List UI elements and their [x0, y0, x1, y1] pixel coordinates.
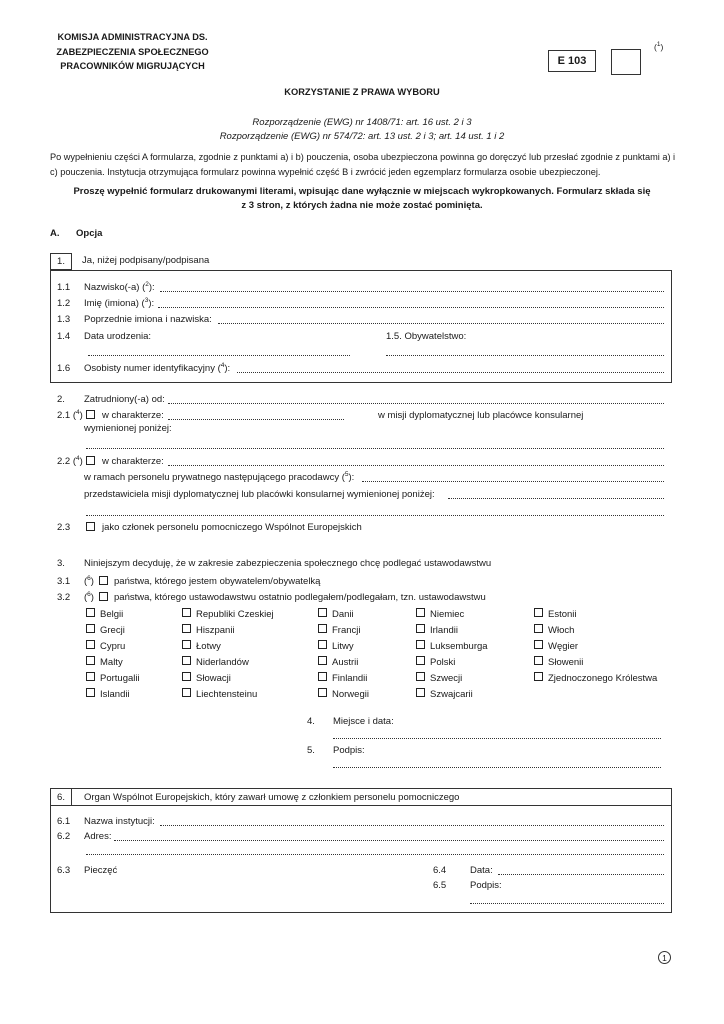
address-field[interactable]	[114, 840, 664, 841]
f21-checkbox[interactable]	[86, 410, 95, 419]
instructions: Po wypełnieniu części A formularza, zgodnie z punktami a) i b) pouczenia, osoba ubezpieczona powinna go doręczyć lub przesłać zgodnie z punktami a) i c) pouczenia. Instytucja otrzymująca formularz powinna wypełnić część B i zwrócić jeden egzemplarz formularza osobie ubezpieczonej.	[50, 152, 676, 177]
f32-label: państwa, którego ustawodawstwu ostatnio podlegałem/podlegałam, tzn. ustawodawstwu	[114, 592, 486, 603]
country-label: Irlandii	[430, 625, 458, 636]
bold-instructions-2: z 3 stron, z których żadna nie może zostać pominięta.	[241, 200, 483, 211]
country-checkbox[interactable]	[182, 672, 191, 681]
section-a-title: Opcja	[76, 228, 103, 239]
country-checkbox[interactable]	[86, 624, 95, 633]
country-label: Luksemburga	[430, 641, 488, 652]
form-code-box	[548, 50, 596, 72]
s6-signature-label: Podpis:	[470, 880, 502, 891]
employed-since-field[interactable]	[168, 403, 664, 404]
f22-checkbox[interactable]	[86, 456, 95, 465]
f22-character-field[interactable]	[168, 465, 664, 466]
nationality-field[interactable]	[386, 355, 664, 356]
country-checkbox[interactable]	[318, 688, 327, 697]
s1-title: Ja, niżej podpisany/podpisana	[82, 255, 210, 266]
s3-label: Niniejszym decyduję, że w zakresie zabezpieczenia społecznego chcę podlegać ustawodawstwu	[84, 558, 492, 569]
country-checkbox[interactable]	[416, 640, 425, 649]
country-label: Zjednoczonego Królestwa	[548, 673, 658, 684]
f31-label: państwa, którego jestem obywatelem/obywatelką	[114, 576, 321, 587]
f22-employer-label: w ramach personelu prywatnego następującego pracodawcy ($^5$):	[84, 470, 355, 483]
country-checkbox[interactable]	[86, 688, 95, 697]
country-label: Austrii	[332, 657, 359, 668]
country-checkbox[interactable]	[182, 624, 191, 633]
f22-representative-field[interactable]	[448, 498, 664, 499]
surname-field[interactable]	[160, 291, 664, 292]
country-code-box[interactable]	[611, 49, 641, 75]
previous-names-label: Poprzednie imiona i nazwiska:	[84, 314, 212, 325]
s1-number-box: 1.	[50, 253, 72, 270]
f22-representative-label: przedstawiciela misji dyplomatycznej lub placówki konsularnej wymienionej poniżej:	[84, 489, 435, 500]
birth-date-label: Data urodzenia:	[84, 331, 152, 342]
f21-mission-label: w misji dyplomatycznej lub placówce konsularnej	[378, 410, 584, 421]
place-date-label: Miejsce i data:	[333, 716, 394, 727]
country-checkbox[interactable]	[416, 608, 425, 617]
country-checkbox[interactable]	[416, 656, 425, 665]
country-checkbox[interactable]	[182, 688, 191, 697]
section-a-letter: A.	[50, 228, 60, 239]
place-date-field[interactable]	[333, 738, 661, 739]
institution-line-2: ZABEZPIECZENIA SPOŁECZNEGO	[56, 46, 209, 57]
f32-checkbox[interactable]	[99, 592, 108, 601]
country-label: Słowacji	[196, 673, 231, 684]
country-label: Łotwy	[196, 641, 221, 652]
country-label: Islandii	[100, 689, 130, 700]
f21-character-field[interactable]	[168, 419, 344, 420]
personal-id-field[interactable]	[237, 372, 664, 373]
country-label: Szwajcarii	[430, 689, 473, 700]
country-checkbox[interactable]	[534, 624, 543, 633]
s6-date-label: Data:	[470, 865, 493, 876]
country-checkbox[interactable]	[86, 608, 95, 617]
country-checkbox[interactable]	[534, 640, 543, 649]
country-label: Włoch	[548, 625, 575, 636]
country-label: Norwegii	[332, 689, 369, 700]
country-label: Liechtensteinu	[196, 689, 258, 700]
s6-signature-field[interactable]	[470, 903, 664, 904]
country-checkbox[interactable]	[182, 656, 191, 665]
f23-label: jako członek personelu pomocniczego Wspólnot Europejskich	[102, 522, 362, 533]
bold-instructions-1: Proszę wypełnić formularz drukowanymi literami, wpisując dane wyłącznie w miejscach wykropkowanych. Formularz składa się	[73, 186, 651, 197]
f23-checkbox[interactable]	[86, 522, 95, 531]
institution-line-3: PRACOWNIKÓW MIGRUJĄCYCH	[60, 61, 205, 72]
f21-below-label: wymienionej poniżej:	[84, 423, 172, 434]
f31-note: ($^6$)	[84, 574, 94, 587]
f21-mission-field[interactable]	[86, 448, 664, 449]
country-label: Niderlandów	[196, 657, 249, 668]
country-checkbox[interactable]	[318, 608, 327, 617]
s6-date-field[interactable]	[498, 874, 664, 875]
country-label: Cypru	[100, 641, 126, 652]
f22-employer-field[interactable]	[362, 481, 664, 482]
country-label: Francji	[332, 625, 361, 636]
institution-name-field[interactable]	[160, 825, 664, 826]
country-label: Estonii	[548, 609, 577, 620]
country-label: Portugalii	[100, 673, 140, 684]
footnote-marker: ($^1$)	[654, 41, 664, 52]
country-label: Węgier	[548, 641, 579, 652]
country-label: Finlandii	[332, 673, 368, 684]
country-label: Słowenii	[548, 657, 584, 668]
country-checkbox[interactable]	[318, 656, 327, 665]
f21-character-label: w charakterze:	[102, 410, 164, 421]
institution-line-1: KOMISJA ADMINISTRACYJNA DS.	[57, 32, 208, 42]
s6-box	[50, 788, 672, 913]
country-checkbox[interactable]	[534, 608, 543, 617]
address-label: Adres:	[84, 831, 112, 842]
country-label: Malty	[100, 657, 123, 668]
birth-date-field[interactable]	[88, 355, 350, 356]
f22-number: 2.2 ($^4$)	[57, 454, 83, 467]
page-number: 1	[658, 951, 671, 964]
employed-since-label: Zatrudniony(-a) od:	[84, 394, 165, 405]
country-checkbox[interactable]	[534, 656, 543, 665]
f32-note: ($^6$)	[84, 590, 94, 603]
country-checkbox[interactable]	[182, 640, 191, 649]
country-label: Hiszpanii	[196, 625, 235, 636]
institution-name	[40, 30, 225, 74]
s6-number-box: 6.	[50, 788, 72, 806]
country-checkbox[interactable]	[86, 656, 95, 665]
signature-label: Podpis:	[333, 745, 365, 756]
address-field-2[interactable]	[86, 854, 664, 855]
form-title: KORZYSTANIE Z PRAWA WYBORU	[284, 87, 440, 97]
stamp-label: Pieczęć	[84, 865, 118, 876]
first-name-label: Imię (imiona) ($^3$):	[84, 296, 155, 309]
country-checkbox[interactable]	[318, 672, 327, 681]
country-label: Polski	[430, 657, 456, 668]
surname-label: Nazwisko(-a) ($^2$):	[84, 280, 155, 293]
country-checkbox[interactable]	[318, 624, 327, 633]
country-label: Szwecji	[430, 673, 463, 684]
country-label: Belgii	[100, 609, 124, 620]
country-checkbox[interactable]	[416, 672, 425, 681]
s6-header-rule	[72, 788, 672, 806]
country-checkbox[interactable]	[318, 640, 327, 649]
country-checkbox[interactable]	[416, 688, 425, 697]
country-label: Danii	[332, 609, 354, 620]
country-label: Republiki Czeskiej	[196, 609, 274, 620]
country-label: Litwy	[332, 641, 354, 652]
country-checkbox[interactable]	[416, 624, 425, 633]
f22-character-label: w charakterze:	[102, 456, 164, 467]
institution-name-label: Nazwa instytucji:	[84, 816, 155, 827]
country-checkbox[interactable]	[86, 640, 95, 649]
f22-extra-field[interactable]	[86, 515, 664, 516]
country-checkbox[interactable]	[534, 672, 543, 681]
country-checkbox[interactable]	[182, 608, 191, 617]
nationality-label: 1.5. Obywatelstwo:	[386, 331, 467, 342]
f31-checkbox[interactable]	[99, 576, 108, 585]
regulation-1: Rozporządzenie (EWG) nr 1408/71: art. 16 ust. 2 i 3	[252, 117, 472, 128]
country-checkbox[interactable]	[86, 672, 95, 681]
signature-field[interactable]	[333, 767, 661, 768]
country-label: Niemiec	[430, 609, 465, 620]
first-name-field[interactable]	[158, 307, 664, 308]
s6-title: Organ Wspólnot Europejskich, który zawarł umowę z członkiem personelu pomocniczego	[84, 792, 460, 803]
f21-number: 2.1 ($^4$)	[57, 408, 83, 421]
form-code: E 103	[557, 55, 587, 67]
personal-id-label: Osobisty numer identyfikacyjny ($^4$):	[84, 361, 231, 374]
regulation-2: Rozporządzenie (EWG) nr 574/72: art. 13 ust. 2 i 3; art. 14 ust. 1 i 2	[219, 131, 505, 142]
country-label: Grecji	[100, 625, 125, 636]
previous-names-field[interactable]	[218, 323, 664, 324]
